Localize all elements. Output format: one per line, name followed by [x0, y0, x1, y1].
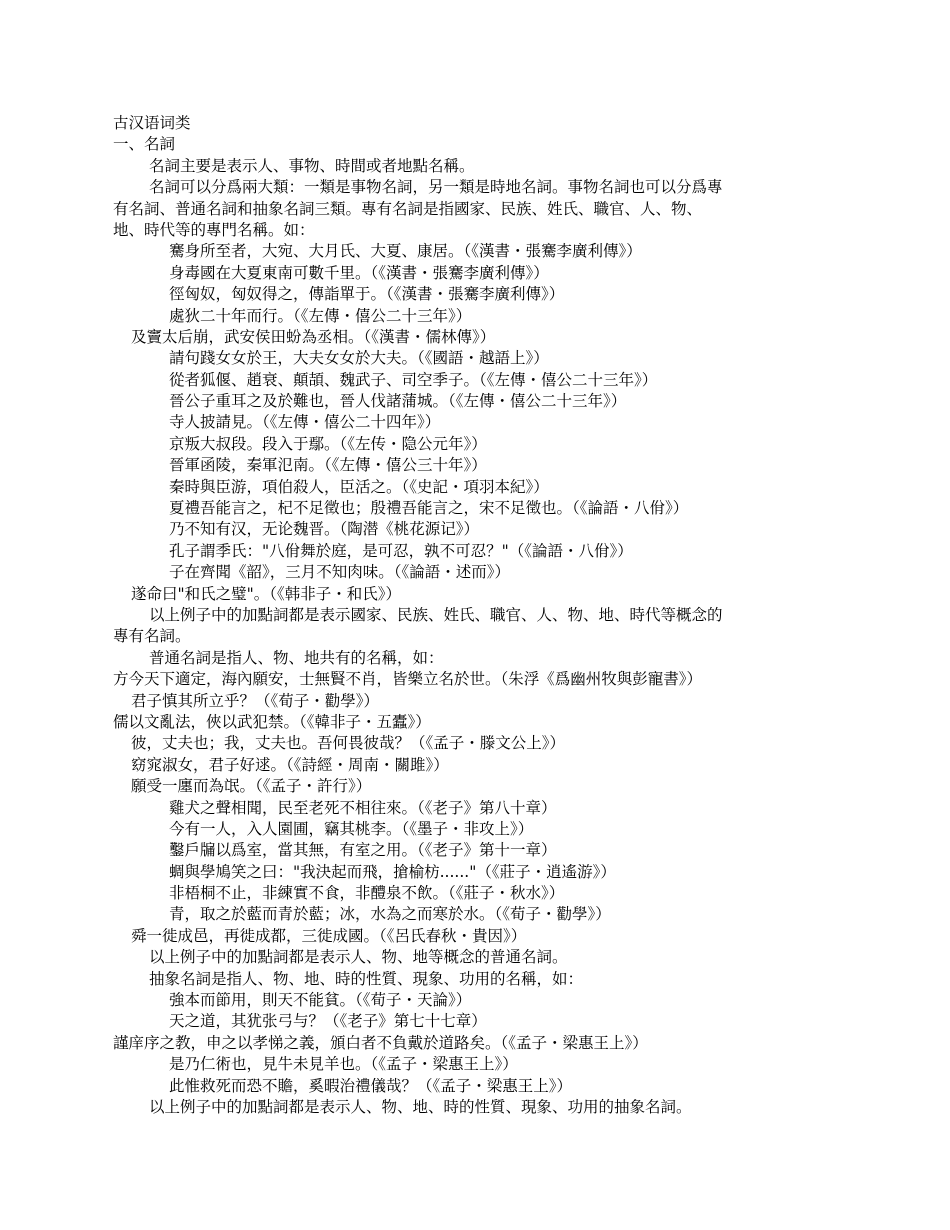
text-line: 京叛大叔段。段入于鄢。（《左传・隐公元年》） — [169, 434, 487, 453]
document-body — [113, 113, 853, 1118]
text-line: 方今天下適定，海內願安，士無賢不肖，皆樂立名於世。（朱浮《爲幽州牧與彭寵書》） — [113, 670, 703, 689]
text-line: 謹庠序之教，申之以孝悌之義，頒白者不負戴於道路矣。（《孟子・梁惠王上》） — [113, 1033, 648, 1052]
text-line: 抽象名詞是指人、物、地、時的性質、現象、功用的名稱，如： — [149, 969, 584, 988]
text-line: 窈窕淑女，君子好逑。（《詩經・周南・關雎》） — [131, 755, 449, 774]
text-line: 及竇太后崩，武安侯田蚡為丞相。（《漢書・儒林傳》） — [131, 327, 496, 346]
text-line: 雞犬之聲相聞，民至老死不相往來。（《老子》第八十章） — [169, 798, 557, 817]
text-line: 鑿戶牖以爲室，當其無，有室之用。（《老子》第十一章） — [169, 841, 557, 860]
text-line: 乃不知有汉，无论魏晋。（陶潜《桃花源记》） — [169, 520, 480, 539]
text-line: 有名詞、普通名詞和抽象名詞三類。專有名詞是指國家、民族、姓氏、職官、人、物、 — [113, 199, 703, 218]
text-line: 青，取之於藍而青於藍；冰，水為之而寒於水。（《荀子・勸學》） — [169, 905, 611, 924]
text-line: 普通名詞是指人、物、地共有的名稱，如： — [149, 648, 444, 667]
document-title: 古汉语词类 — [113, 114, 191, 132]
text-line: 彼，丈夫也；我，丈夫也。吾何畏彼哉？（《孟子・滕文公上》） — [131, 734, 566, 753]
text-line: 以上例子中的加點詞都是表示國家、民族、姓氏、職官、人、物、地、時代等概念的 — [149, 605, 723, 624]
text-line: 請句踐女女於王，大夫女女於大夫。（《國語・越語上》） — [169, 349, 549, 368]
text-line: 強本而節用，則天不能貧。（《荀子・天論》） — [169, 991, 472, 1010]
text-line: 蜩與學鳩笑之曰："我決起而飛，搶榆枋......"（《莊子・逍遙游》） — [169, 862, 616, 881]
text-line: 此惟救死而恐不贍，奚暇治禮儀哉？（《孟子・梁惠王上》） — [169, 1076, 573, 1095]
text-line: 遂命曰"和氏之璧"。（《韩非子・和氏》） — [131, 584, 402, 603]
text-line: 從者狐偃、趙衰、顛頡、魏武子、司空季子。（《左傳・僖公二十三年》） — [169, 370, 658, 389]
text-line: 名詞主要是表示人、事物、時間或者地點名稱。 — [149, 156, 475, 175]
section-heading: 一、名詞 — [113, 135, 176, 154]
text-line: 晉軍函陵，秦軍氾南。（《左傳・僖公三十年》） — [169, 456, 487, 475]
text-line: 是乃仁術也，見牛未見羊也。（《孟子・梁惠王上》） — [169, 1055, 518, 1074]
text-line: 舜一徙成邑，再徙成都，三徙成國。（《呂氏春秋・貴因》） — [131, 926, 527, 945]
text-line: 地、時代等的專門名稱。如： — [113, 220, 315, 239]
text-line: 寺人披請見。（《左傳・僖公二十四年》） — [169, 413, 441, 432]
text-line: 專有名詞。 — [113, 627, 191, 646]
text-line: 天之道，其犹张弓与？（《老子》第七十七章） — [169, 1012, 487, 1031]
text-line: 夏禮吾能言之，杞不足徵也；殷禮吾能言之，宋不足徵也。（《論語・八佾》） — [169, 499, 689, 518]
text-line: 秦時與臣游，項伯殺人，臣活之。（《史記・項羽本紀》） — [169, 477, 549, 496]
text-line: 儒以文亂法，俠以武犯禁。（《韓非子・五蠹》） — [113, 712, 431, 731]
text-line: 君子慎其所立乎？（《荀子・勸學》） — [131, 691, 380, 710]
text-line: 騫身所至者，大宛、大月氏、大夏、康居。（《漢書・張騫李廣利傳》） — [169, 242, 642, 261]
text-line: 子在齊聞《韶》，三月不知肉味。（《論語・述而》） — [169, 563, 511, 582]
text-line: 願受一廛而為氓。（《孟子・許行》） — [131, 777, 372, 796]
text-line: 孔子謂季氏："八佾舞於庭，是可忍，孰不可忍？"（《論語・八佾》） — [169, 541, 633, 560]
text-line: 今有一人，入人園圃，竊其桃李。（《墨子・非攻上》） — [169, 819, 534, 838]
text-line: 處狄二十年而行。（《左傳・僖公二十三年》） — [169, 306, 472, 325]
text-line: 以上例子中的加點詞都是表示人、物、地、時的性質、現象、功用的抽象名詞。 — [149, 1097, 692, 1116]
text-line: 身毒國在大夏東南可數千里。（《漢書・張騫李廣利傳》） — [169, 263, 549, 282]
text-line: 徑匈奴，匈奴得之，傳詣單于。（《漢書・張騫李廣利傳》） — [169, 285, 565, 304]
text-line: 晉公子重耳之及於難也，晉人伐諸蒲城。（《左傳・僖公二十三年》） — [169, 392, 627, 411]
text-line: 名詞可以分爲兩大類：一類是事物名詞，另一類是時地名詞。事物名詞也可以分爲專 — [149, 178, 723, 197]
text-line: 非梧桐不止，非練實不食，非醴泉不飲。（《莊子・秋水》） — [169, 884, 565, 903]
text-line: 以上例子中的加點詞都是表示人、物、地等概念的普通名詞。 — [149, 948, 568, 967]
